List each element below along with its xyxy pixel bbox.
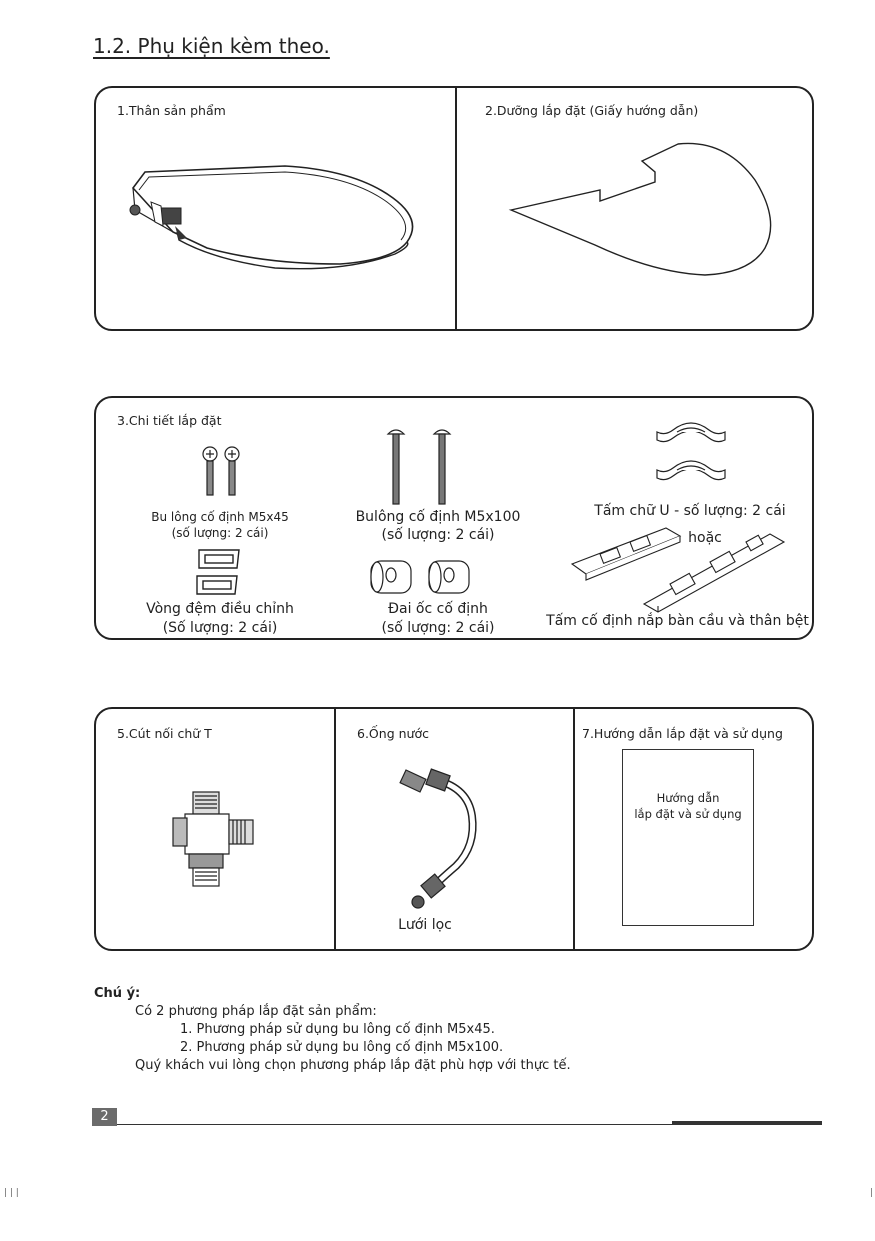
bolt-m5x100-qty: (số lượng: 2 cái) bbox=[381, 527, 495, 543]
section-title: 1.2. Phụ kiện kèm theo. bbox=[93, 34, 330, 58]
crop-marks-right: | bbox=[870, 1188, 874, 1198]
page-number: 2 bbox=[92, 1108, 117, 1126]
manual-line1: Hướng dẫn bbox=[656, 791, 720, 805]
nut-icon bbox=[369, 557, 477, 597]
note-method1: 1. Phương pháp sử dụng bu lông cố định M5x45. bbox=[180, 1022, 495, 1037]
or-label: hoặc bbox=[688, 530, 722, 546]
washer-label: Vòng đệm điều chỉnh bbox=[146, 601, 294, 617]
bolt-m5x100-label: Bulông cố định M5x100 bbox=[355, 509, 521, 525]
filter-label: Lưới lọc bbox=[398, 917, 452, 933]
installation-template-image bbox=[510, 140, 775, 280]
note-intro: Có 2 phương pháp lắp đặt sản phẩm: bbox=[135, 1004, 377, 1019]
note-method2: 2. Phương pháp sử dụng bu lông cố định M5x100. bbox=[180, 1040, 504, 1055]
crop-marks-left: | | | bbox=[4, 1188, 19, 1198]
nut-label: Đai ốc cố định bbox=[388, 601, 488, 617]
item5-label: 5.Cút nối chữ T bbox=[117, 726, 212, 741]
note-heading: Chú ý: bbox=[94, 986, 141, 1001]
panel-divider bbox=[455, 88, 457, 329]
u-plate-icon bbox=[655, 418, 727, 490]
water-hose-image bbox=[398, 766, 488, 911]
bolt-m5x45-qty: (số lượng: 2 cái) bbox=[171, 526, 269, 540]
nut-qty: (số lượng: 2 cái) bbox=[381, 620, 495, 636]
t-connector-image bbox=[165, 790, 260, 890]
washer-qty: (Số lượng: 2 cái) bbox=[162, 620, 278, 636]
fixing-plate-icon bbox=[570, 522, 785, 612]
toilet-seat-image bbox=[125, 150, 425, 275]
panel-divider bbox=[573, 709, 575, 949]
item6-label: 6.Ống nước bbox=[357, 726, 429, 741]
bolt-m5x45-label: Bu lông cố định M5x45 bbox=[151, 510, 289, 524]
washer-icon bbox=[193, 548, 245, 598]
manual-line2: lắp đặt và sử dụng bbox=[634, 807, 742, 821]
footer-rule-bold bbox=[672, 1121, 822, 1125]
item1-label: 1.Thân sản phẩm bbox=[117, 103, 226, 118]
short-bolt-icon bbox=[200, 446, 246, 496]
u-plate-label: Tấm chữ U - số lượng: 2 cái bbox=[594, 503, 786, 519]
item3-label: 3.Chi tiết lắp đặt bbox=[117, 413, 222, 428]
note-advice: Quý khách vui lòng chọn phương pháp lắp đặt phù hợp với thực tế. bbox=[135, 1058, 571, 1073]
long-bolt-icon bbox=[384, 426, 456, 506]
item7-label: 7.Hướng dẫn lắp đặt và sử dụng bbox=[582, 726, 783, 741]
item2-label: 2.Dưỡng lắp đặt (Giấy hướng dẫn) bbox=[485, 103, 699, 118]
fixing-plate-label: Tấm cố định nắp bàn cầu và thân bệt bbox=[546, 613, 809, 629]
manual-booklet bbox=[622, 749, 754, 926]
panel-divider bbox=[334, 709, 336, 949]
